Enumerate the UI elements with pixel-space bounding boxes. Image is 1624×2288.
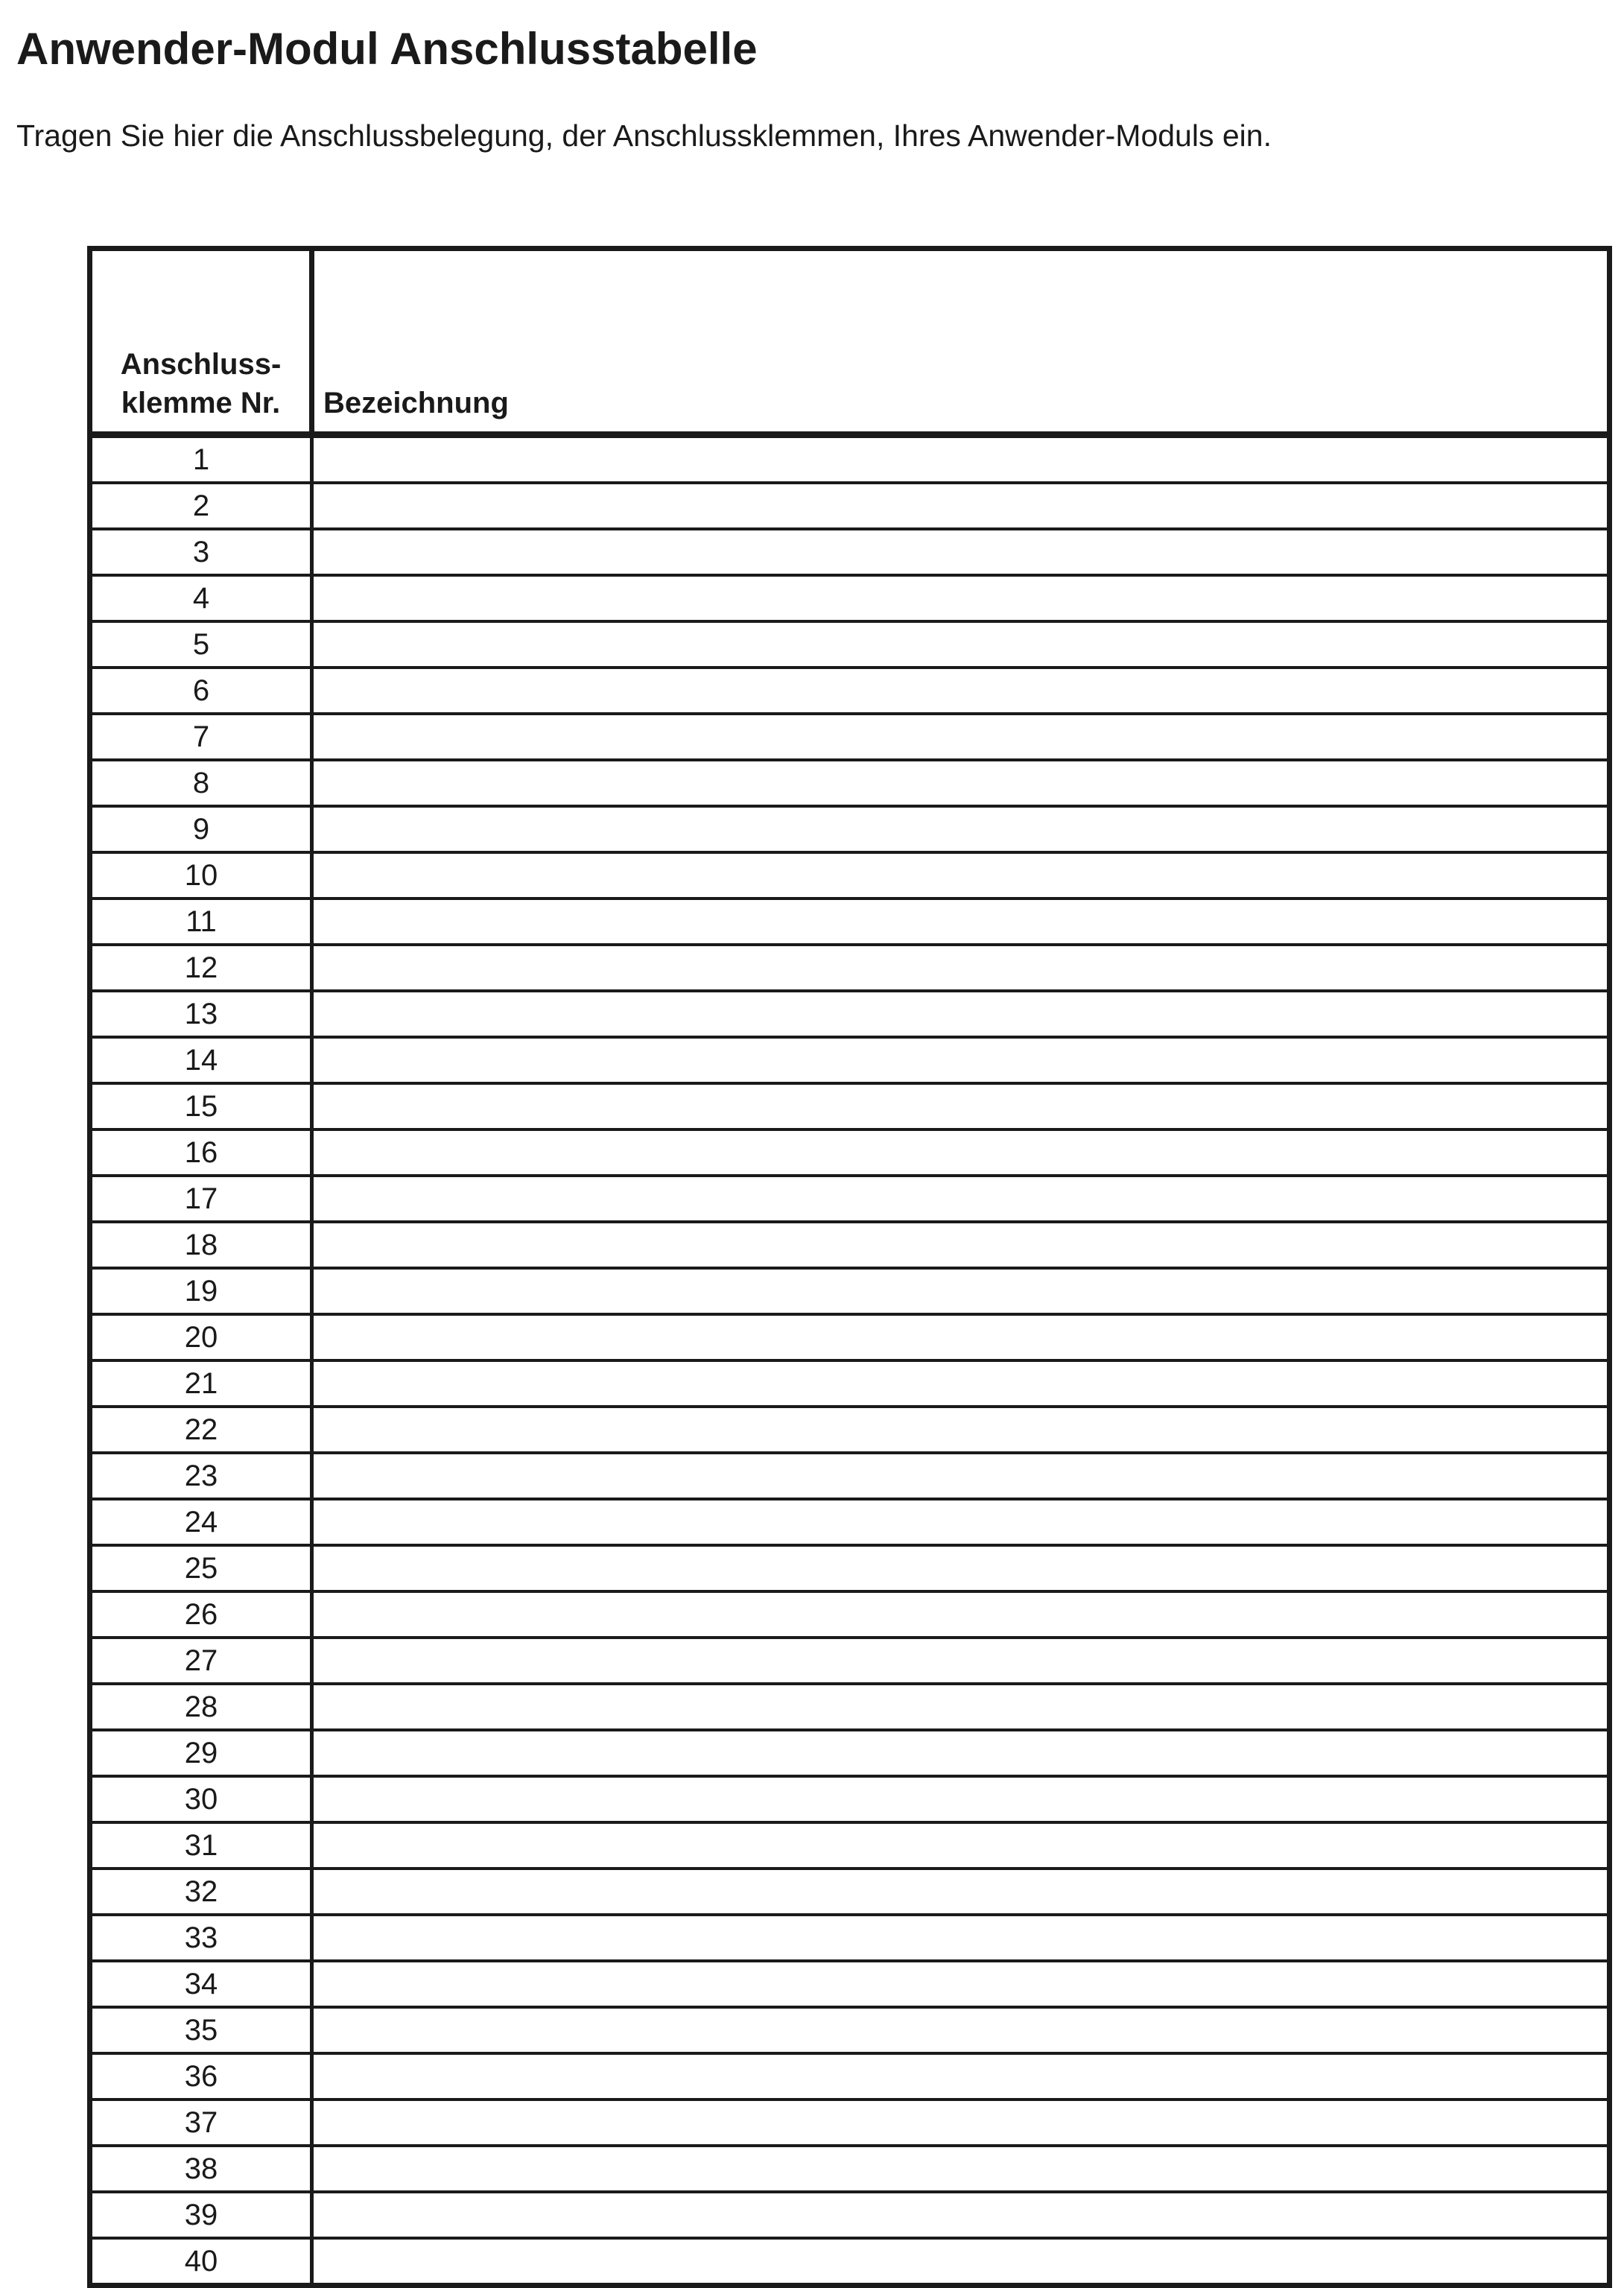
table-row [90,1453,1610,1499]
description-cell[interactable] [312,621,1610,668]
description-cell[interactable] [312,435,1610,484]
description-cell[interactable] [312,1268,1610,1314]
description-cell[interactable] [312,2007,1610,2053]
description-cell[interactable] [312,2146,1610,2192]
table-row [90,1037,1610,1083]
table-row [90,806,1610,852]
description-cell[interactable] [312,1037,1610,1083]
table-row [90,1684,1610,1730]
table-header-row [90,249,1610,435]
terminal-number-cell: 11 [90,899,312,945]
description-cell[interactable] [312,2192,1610,2238]
connection-table [87,246,1612,2288]
table-row [90,2238,1610,2286]
table-row [90,1499,1610,1545]
description-cell[interactable] [312,2238,1610,2286]
terminal-number-cell: 39 [90,2192,312,2238]
table-row [90,2192,1610,2238]
terminal-number-cell: 31 [90,1822,312,1869]
table-row [90,2053,1610,2100]
terminal-number-cell: 2 [90,483,312,529]
terminal-number-cell: 40 [90,2238,312,2286]
description-cell[interactable] [312,1176,1610,1222]
terminal-number-cell: 8 [90,760,312,806]
terminal-number-cell: 9 [90,806,312,852]
table-row [90,1591,1610,1638]
description-cell[interactable] [312,1314,1610,1360]
terminal-number-cell: 20 [90,1314,312,1360]
table-row [90,668,1610,714]
description-cell[interactable] [312,1545,1610,1591]
description-cell[interactable] [312,991,1610,1037]
terminal-number-cell: 24 [90,1499,312,1545]
table-row [90,852,1610,899]
description-cell[interactable] [312,668,1610,714]
table-body [90,435,1610,2286]
description-cell[interactable] [312,2100,1610,2146]
terminal-number-header [90,249,312,435]
terminal-number-cell: 34 [90,1961,312,2007]
description-cell[interactable] [312,714,1610,760]
description-cell[interactable] [312,1083,1610,1129]
instructions-text: Tragen Sie hier die Anschlussbelegung, der Anschlussklemmen, Ihres Anwender-Moduls ein. [16,118,1272,153]
description-cell[interactable] [312,1684,1610,1730]
description-cell[interactable] [312,483,1610,529]
description-cell[interactable] [312,1961,1610,2007]
description-header: Bezeichnung [312,249,1610,435]
table-row [90,621,1610,668]
table-row [90,2007,1610,2053]
table-row [90,435,1610,484]
terminal-number-cell: 28 [90,1684,312,1730]
table-row [90,1776,1610,1822]
terminal-number-cell: 10 [90,852,312,899]
description-cell[interactable] [312,1869,1610,1915]
terminal-number-cell: 3 [90,529,312,575]
table-row [90,2146,1610,2192]
terminal-number-cell: 30 [90,1776,312,1822]
description-cell[interactable] [312,1638,1610,1684]
description-cell[interactable] [312,2053,1610,2100]
table-row [90,1869,1610,1915]
terminal-number-cell: 7 [90,714,312,760]
table-row [90,529,1610,575]
description-cell[interactable] [312,1499,1610,1545]
terminal-number-header-line1: Anschluss- [120,348,282,381]
terminal-number-cell: 14 [90,1037,312,1083]
terminal-number-cell: 1 [90,435,312,484]
terminal-number-cell: 21 [90,1360,312,1407]
description-cell[interactable] [312,1222,1610,1268]
terminal-number-cell: 37 [90,2100,312,2146]
table-row [90,1268,1610,1314]
terminal-number-cell: 33 [90,1915,312,1961]
table-row [90,1822,1610,1869]
table-row [90,1730,1610,1776]
description-cell[interactable] [312,1822,1610,1869]
terminal-number-cell: 19 [90,1268,312,1314]
table-row [90,1314,1610,1360]
terminal-number-cell: 17 [90,1176,312,1222]
terminal-number-cell: 22 [90,1407,312,1453]
terminal-number-cell: 26 [90,1591,312,1638]
page-title: Anwender-Modul Anschlusstabelle [16,24,758,74]
table-row [90,1176,1610,1222]
table-row [90,1407,1610,1453]
terminal-number-cell: 25 [90,1545,312,1591]
terminal-number-cell: 15 [90,1083,312,1129]
table-row [90,1961,1610,2007]
terminal-number-cell: 5 [90,621,312,668]
description-cell[interactable] [312,760,1610,806]
terminal-number-cell: 32 [90,1869,312,1915]
table-row [90,1360,1610,1407]
table-row [90,714,1610,760]
table-row [90,483,1610,529]
table-row [90,1915,1610,1961]
description-cell[interactable] [312,899,1610,945]
description-cell[interactable] [312,529,1610,575]
terminal-number-header-line2: klemme Nr. [121,387,281,419]
table-row [90,1129,1610,1176]
terminal-number-cell: 13 [90,991,312,1037]
table-row [90,1222,1610,1268]
description-cell[interactable] [312,1730,1610,1776]
description-cell[interactable] [312,1776,1610,1822]
terminal-number-cell: 18 [90,1222,312,1268]
terminal-number-cell: 4 [90,575,312,621]
description-cell[interactable] [312,852,1610,899]
terminal-number-cell: 36 [90,2053,312,2100]
terminal-number-cell: 23 [90,1453,312,1499]
terminal-number-cell: 27 [90,1638,312,1684]
table-row [90,760,1610,806]
terminal-number-cell: 29 [90,1730,312,1776]
table-row [90,2100,1610,2146]
table-row [90,1638,1610,1684]
table-row [90,945,1610,991]
table-row [90,1083,1610,1129]
terminal-number-cell: 16 [90,1129,312,1176]
terminal-number-cell: 12 [90,945,312,991]
description-cell[interactable] [312,1360,1610,1407]
description-cell[interactable] [312,806,1610,852]
description-cell[interactable] [312,1407,1610,1453]
description-cell[interactable] [312,1915,1610,1961]
table-row [90,899,1610,945]
terminal-number-cell: 35 [90,2007,312,2053]
table-row [90,1545,1610,1591]
description-cell[interactable] [312,575,1610,621]
description-cell[interactable] [312,1591,1610,1638]
terminal-number-cell: 6 [90,668,312,714]
description-cell[interactable] [312,945,1610,991]
table-row [90,991,1610,1037]
table-row [90,575,1610,621]
description-cell[interactable] [312,1129,1610,1176]
terminal-number-cell: 38 [90,2146,312,2192]
description-cell[interactable] [312,1453,1610,1499]
